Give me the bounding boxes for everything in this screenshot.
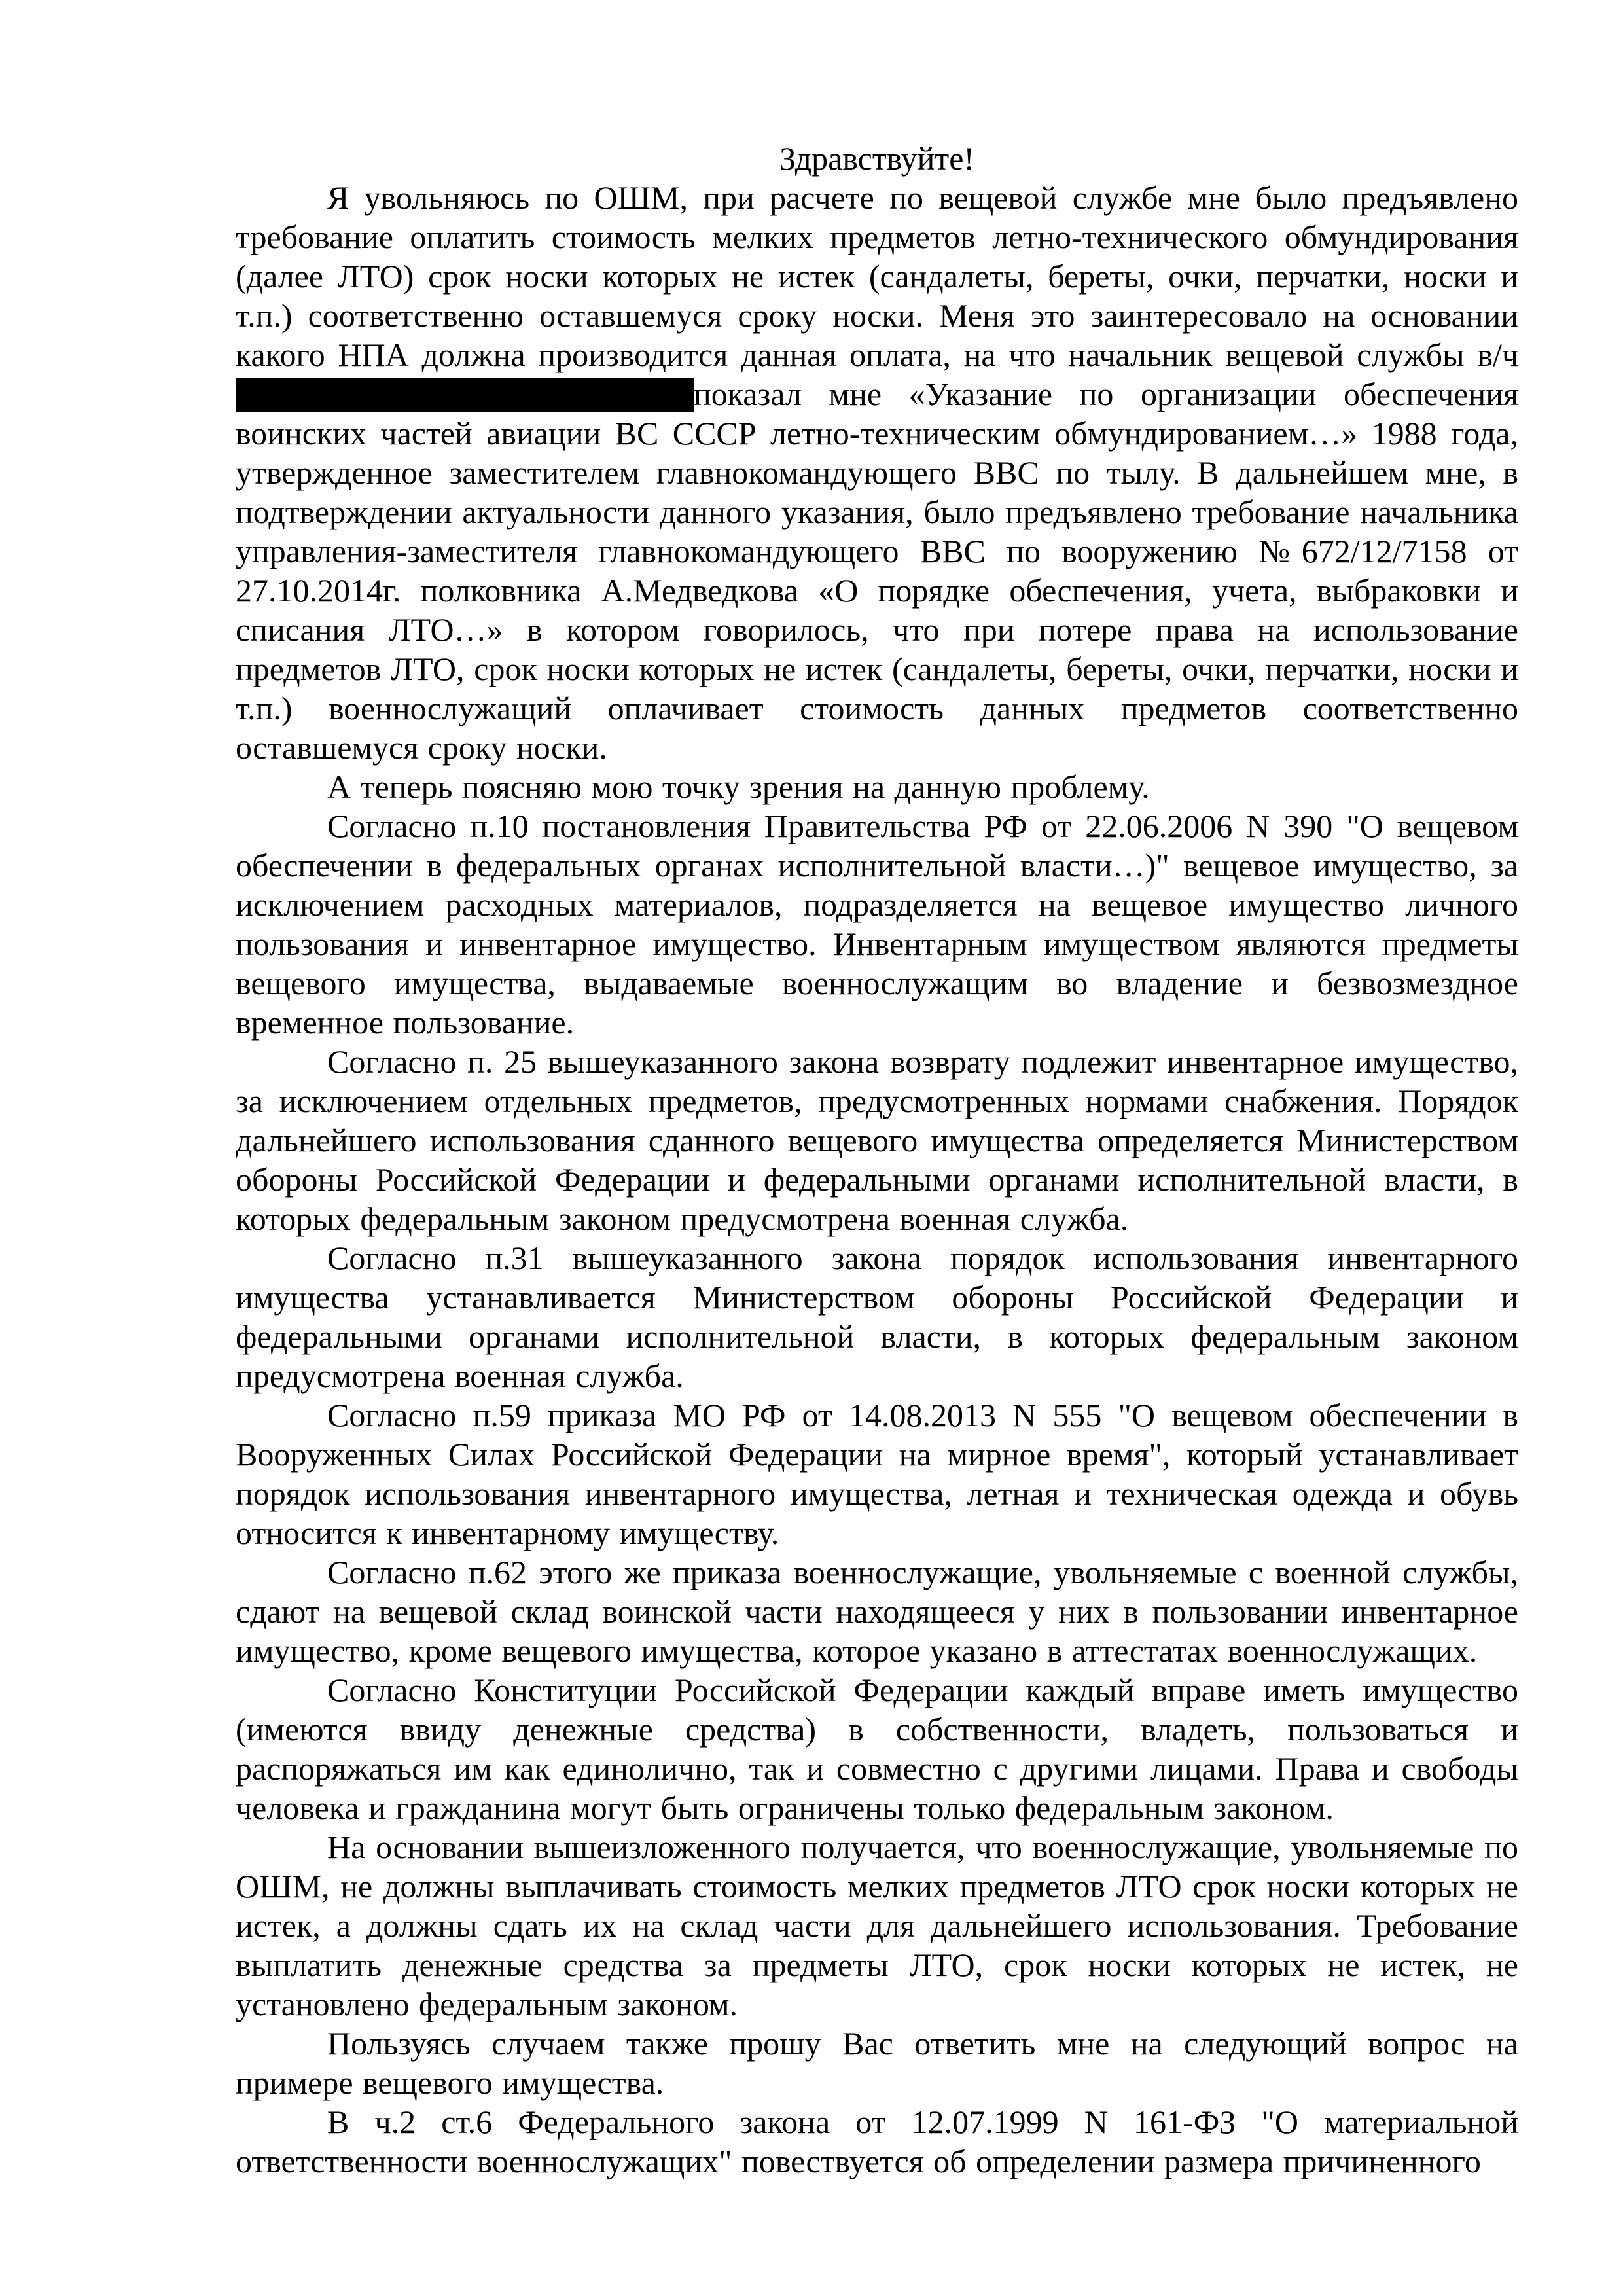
paragraph-8: Согласно Конституции Российской Федерации каждый вправе иметь имущество (имеются ввиду денежные средства) в собственности, владеть, пользоваться и распоряжаться им как единолично, так и совместно с другими лицами. Права и свободы человека и гражданина могут быть ограничены только федеральным законом. — [236, 1672, 1518, 1826]
paragraph-1-text-before-redaction: Я увольняюсь по ОШМ, при расчете по вещевой службе мне было предъявлено требование оплатить стоимость мелких предметов летно-технического обмундирования (далее ЛТО) срок носки которых не истек (сандалеты, береты, очки, перчатки, носки и т.п.) соответственно оставшемуся сроку носки. Меня это заинтересовало на основании какого НПА должна производится данная оплата, на что начальник вещевой службы в/ч — [236, 179, 1518, 373]
paragraph-11: В ч.2 ст.6 Федерального закона от 12.07.1999 N 161-ФЗ "О материальной ответственности военнослужащих" повествуется об определении размера причиненного — [236, 2104, 1518, 2179]
paragraph-9: На основании вышеизложенного получается, что военнослужащие, увольняемые по ОШМ, не должны выплачивать стоимость мелких предметов ЛТО срок носки которых не истек, а должны сдать их на склад части для дальнейшего использования. Требование выплатить денежные средства за предметы ЛТО, срок носки которых не истек, не установлено федеральным законом. — [236, 1829, 1518, 2022]
greeting-line: Здравствуйте! — [779, 140, 975, 177]
redaction-bar — [236, 378, 694, 412]
paragraph-1 — [236, 178, 1518, 767]
paragraph-6: Согласно п.59 приказа МО РФ от 14.08.2013 N 555 "О вещевом обеспечении в Вооруженных Силах Российской Федерации на мирное время", который устанавливает порядок использования инвентарного имущества, летная и техническая одежда и обувь относится к инвентарному имуществу. — [236, 1397, 1518, 1551]
paragraph-5: Согласно п.31 вышеуказанного закона порядок использования инвентарного имущества устанавливается Министерством обороны Российской Федерации и федеральными органами исполнительной власти, в которых федеральным законом предусмотрена военная служба. — [236, 1240, 1518, 1394]
paragraph-4: Согласно п. 25 вышеуказанного закона возврату подлежит инвентарное имущество, за исключением отдельных предметов, предусмотренных нормами снабжения. Порядок дальнейшего использования сданного вещевого имущества определяется Министерством обороны Российской Федерации и федеральными органами исполнительной власти, в которых федеральным законом предусмотрена военная служба. — [236, 1043, 1518, 1237]
paragraph-2: А теперь поясняю мою точку зрения на данную проблему. — [327, 768, 1150, 805]
paragraph-3: Согласно п.10 постановления Правительства РФ от 22.06.2006 N 390 "О вещевом обеспечении в федеральных органах исполнительной власти…)" вещевое имущество, за исключением расходных материалов, подразделяется на вещевое имущество личного пользования и инвентарное имущество. Инвентарным имуществом являются предметы вещевого имущества, выдаваемые военнослужащим во владение и безвозмездное временное пользование. — [236, 808, 1518, 1041]
paragraph-7: Согласно п.62 этого же приказа военнослужащие, увольняемые с военной службы, сдают на вещевой склад воинской части находящееся у них в пользовании инвентарное имущество, кроме вещевого имущества, которое указано в аттестатах военнослужащих. — [236, 1554, 1518, 1669]
paragraph-10: Пользуясь случаем также прошу Вас ответить мне на следующий вопрос на примере вещевого имущества. — [236, 2025, 1518, 2101]
paragraph-1-text-after-redaction: показал мне «Указание по организации обеспечения воинских частей авиации ВС СССР летно-техническим обмундированием…» 1988 года, утвержденное заместителем главнокомандующего ВВС по тылу. В дальнейшем мне, в подтверждении актуальности данного указания, было предъявлено требование начальника управления-заместителя главнокомандующего ВВС по вооружению №672/12/7158 от 27.10.2014г. полковника А.Медведкова «О порядке обеспечения, учета, выбраковки и списания ЛТО…» в котором говорилось, что при потере права на использование предметов ЛТО, срок носки которых не истек (сандалеты, береты, очки, перчатки, носки и т.п.) военнослужащий оплачивает стоимость данных предметов соответственно оставшемуся сроку носки. — [236, 376, 1518, 766]
